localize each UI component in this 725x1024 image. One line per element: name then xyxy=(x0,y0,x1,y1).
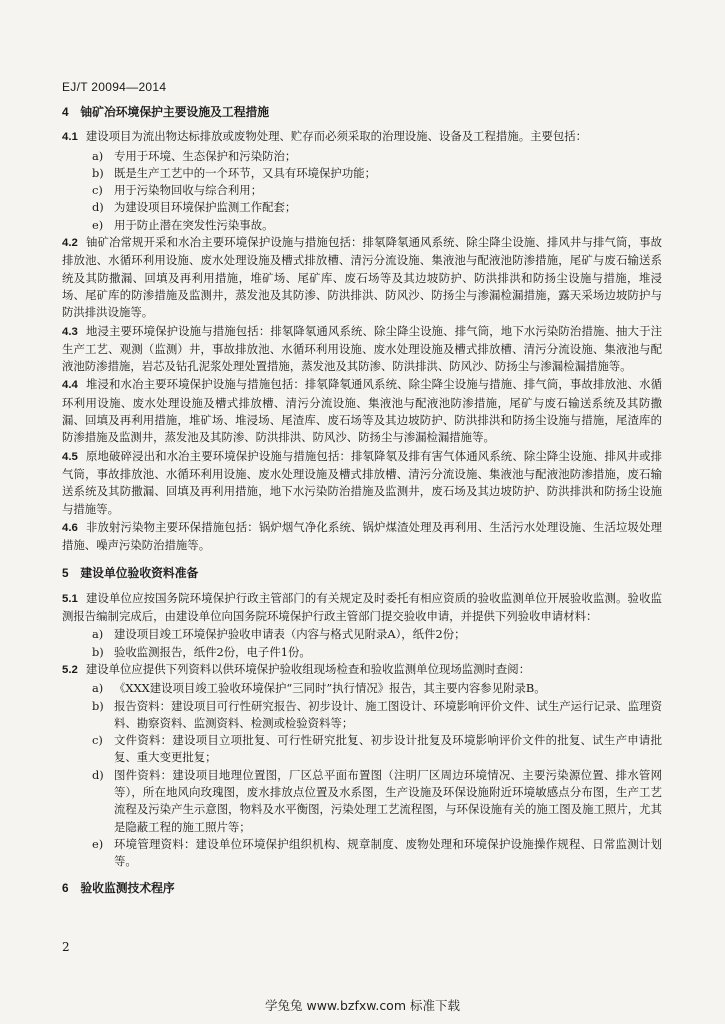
watermark-footer: 学兔兔 www.bzfxw.com 标准下载 xyxy=(265,998,460,1013)
list-item-text: 《XXX建设项目竣工验收环境保护“三同时”执行情况》报告，其主要内容参见附录B。 xyxy=(114,681,546,696)
list-marker: d) xyxy=(92,767,104,782)
list-item-text: 建设项目竣工环境保护验收申请表（内容与格式见附录A），纸件2份； xyxy=(114,627,466,642)
clause-number: 5.2 xyxy=(62,663,78,676)
list-item xyxy=(62,836,662,871)
list-marker: c) xyxy=(92,183,103,198)
clause-4-4 xyxy=(62,376,662,446)
page-content xyxy=(62,104,662,905)
clause-number: 4.5 xyxy=(62,450,78,463)
clause-text: 建设项目为流出物达标排放或废物处理、贮存而必须采取的治理设施、设备及工程措施。主要包括： xyxy=(85,129,588,144)
standard-code: EJ/T 20094—2014 xyxy=(62,80,167,94)
clause-number: 4.3 xyxy=(62,325,78,338)
list-item-text: 文件资料：建设项目立项批复、可行性研究批复、初步设计批复及环境影响评价文件的批复、试生产申请批复、重大变更批复； xyxy=(114,733,662,765)
list-marker: a) xyxy=(92,627,104,642)
clause-4-3 xyxy=(62,323,662,376)
list-item xyxy=(62,199,662,216)
list-item xyxy=(62,165,662,182)
section-4-heading: 4 铀矿冶环境保护主要设施及工程措施 xyxy=(62,105,270,119)
clause-number: 4.2 xyxy=(62,237,78,250)
list-item xyxy=(62,626,662,643)
list-marker: a) xyxy=(92,681,104,696)
clause-4-5 xyxy=(62,448,662,518)
clause-4-2 xyxy=(62,234,662,321)
list-item-text: 验收监测报告，纸件2份，电子件1份。 xyxy=(114,644,311,659)
list-item xyxy=(62,148,662,165)
clause-5-1 xyxy=(62,590,662,626)
list-marker: d) xyxy=(92,200,104,215)
list-marker: b) xyxy=(92,698,104,713)
clause-number: 4.4 xyxy=(62,379,78,392)
clause-text: 堆浸和水冶主要环境保护设施与措施包括：排氡降氡通风系统、除尘降尘设施与措施、排气筒，事故排放池、水循环利用设施、废水处理设施及槽式排放槽、清污分流设施、集液池与配液池防渗措施，尾矿与废石输送系统及其防撒漏、回填及再利用措施，堆矿场、堆浸场、尾渣库、废石场等及其边坡防护、防洪排洪和防扬尘设施与措施，尾渣库的防渗措施及监测井，蒸发池及其防渗、防洪排洪、防风沙、防扬尘与渗漏检漏措施等。 xyxy=(62,377,662,445)
list-item-text: 用于防止潜在突发性污染事故。 xyxy=(114,217,274,232)
clause-4-1 xyxy=(62,128,662,146)
list-marker: e) xyxy=(92,836,104,851)
list-item-text: 专用于环境、生态保护和污染防治； xyxy=(114,148,297,163)
list-marker: c) xyxy=(92,733,103,748)
clause-number: 5.1 xyxy=(62,592,78,605)
list-item-text: 报告资料：建设项目可行性研究报告、初步设计、施工图设计、环境影响评价文件、试生产运行记录、监理资料、勘察资料、监测资料、检测或检验资料等； xyxy=(114,698,662,730)
list-marker: b) xyxy=(92,644,104,659)
list-item-text: 环境管理资料：建设单位环境保护组织机构、规章制度、废物处理和环境保护设施操作规程、日常监测计划等。 xyxy=(114,836,662,869)
clause-text: 原地破碎浸出和水冶主要环境保护设施与措施包括：排氡降氡及排有害气体通风系统、除尘降尘设施、排风井或排气筒，事故排放池、水循环利用设施、废水处理设施及槽式排放槽、清污分流设施、集液池与配液池防渗措施，废石输送系统及其防撒漏、回填及再利用措施，地下水污染防治措施及监测井，废石场及其边坡防护、防洪排洪和防扬尘设施与措施等。 xyxy=(62,448,662,516)
list-item xyxy=(62,644,662,661)
clause-text: 建设单位应按国务院环境保护行政主管部门的有关规定及时委托有相应资质的验收监测单位开展验收监测。验收监测报告编制完成后，由建设单位向国务院环境保护行政主管部门提交验收申请，并提供下列验收申请材料： xyxy=(62,590,662,624)
list-marker: e) xyxy=(92,217,104,232)
clause-4-6 xyxy=(62,519,662,555)
list-marker: a) xyxy=(92,148,104,163)
list-item-text: 为建设项目环境保护监测工作配套； xyxy=(114,200,297,215)
list-item xyxy=(62,182,662,199)
clause-text: 非放射污染物主要环保措施包括：锅炉烟气净化系统、锅炉煤渣处理及再利用、生活污水处理设施、生活垃圾处理措施、噪声污染防治措施等。 xyxy=(62,519,662,553)
clause-text: 地浸主要环境保护设施与措施包括：排氡降氡通风系统、除尘降尘设施、排气筒，地下水污染防治措施、抽大于注生产工艺、观测（监测）井，事故排放池、水循环利用设施、废水处理设施及槽式排放槽、清污分流设施、集液池与配液池防渗措施，岩芯及钻孔泥浆处理处置措施，蒸发池及其防渗、防洪排洪、防风沙、防扬尘与渗漏检漏措施等。 xyxy=(62,323,662,374)
clause-number: 4.6 xyxy=(62,521,78,534)
list-item-text: 用于污染物回收与综合利用； xyxy=(114,183,263,198)
list-item xyxy=(62,217,662,234)
clause-number: 4.1 xyxy=(62,131,78,144)
clause-text: 铀矿冶常规开采和水冶主要环境保护设施与措施包括：排氡降氡通风系统、除尘降尘设施、排风井与排气筒，事故排放池、水循环利用设施、废水处理设施及槽式排放槽、清污分流设施、集液池与配液池防渗措施，尾矿与废石输送系统及其防撒漏、回填及再利用措施，堆矿场、尾矿库、废石场等及其边坡防护、防洪排洪和防扬尘设施与措施，堆浸场、尾矿库的防渗措施及监测井，蒸发池及其防渗、防洪排洪、防风沙、防扬尘与渗漏检漏措施，露天采场边坡防护与防洪排洪设施等。 xyxy=(62,235,662,320)
list-item xyxy=(62,698,662,733)
list-item-text: 既是生产工艺中的一个环节，又具有环境保护功能； xyxy=(114,165,376,180)
list-marker: b) xyxy=(92,165,104,180)
page-number: 2 xyxy=(62,940,70,954)
list-item xyxy=(62,680,662,697)
section-5-heading: 5 建设单位验收资料准备 xyxy=(62,566,199,581)
clause-text: 建设单位应提供下列资料以供环境保护验收组现场检查和验收监测单位现场监测时查阅： xyxy=(85,661,531,676)
section-6-heading: 6 验收监测技术程序 xyxy=(62,881,175,896)
list-item-text: 图件资料：建设项目地理位置图，厂区总平面布置图（注明厂区周边环境情况、主要污染源位置、排水管网等），所在地风向玫瑰图，废水排放点位置及水系图，生产设施及环保设施附近环境敏感点分布图，生产工艺流程及污染产生示意图，物料及水平衡图，污染处理工艺流程图，与环保设施有关的施工图及施工照片，尤其是隐蔽工程的施工照片等； xyxy=(114,767,662,834)
clause-5-2 xyxy=(62,661,662,679)
list-item xyxy=(62,767,662,836)
list-item xyxy=(62,732,662,767)
